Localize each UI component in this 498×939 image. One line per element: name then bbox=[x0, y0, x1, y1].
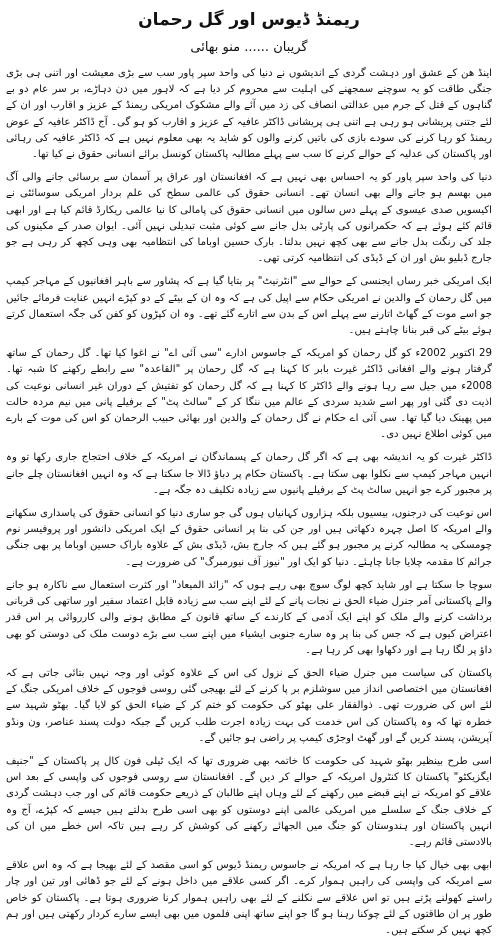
article-paragraph: پاکستان کی سیاست میں جنرل ضیاء الحق کے نزول کی اس کے علاوہ کوئی اور وجہ نہیں بتائی جاتی ہے کہ افغانستان میں اختصاصی انداز میں سوشلزم بر پا کرنے کے لئے بھیجی گئی روسی فوجوں کے خلاف امریکی جنگ کے لئے اس کی ضرورت تھی۔ ذوالفقار علی بھٹو کی حکومت کو ختم کر کے ضیاء الحق کو لایا گیا۔ بھٹو شہید سے خطرہ تھا کہ وہ پاکستان کی اس خدمت کی بہت زیادہ اجرت طلب کریں گے جبکہ دولت پسند عناصر، ون ونڈو آپریشن، پسند کریں گے اور گھٹ اوجڑی کیمپ پر راضی ہو جائیں گے۔ bbox=[6, 667, 492, 744]
article-paragraph: دنیا کی واحد سپر پاور کو یہ احساس بھی نہیں ہے کہ افغانستان اور عراق پر آسمان سے برسائی جانے والی آگ میں بھسم ہو جانے والے بھی انسان تھے۔ انسانی حقوق کی عالمی سطح کی علم بردار امریکی سوسائٹی نے اکیسویں صدی عیسوی کے پہلے دس سالوں میں انسانی حقوق کی پامالی کا نیا عالمی ریکارڈ قائم کیا ہے اور ابھی قائم کئے ہوئے ہے کہ حکمرانوں کی پارٹی بدل جانے سے کوئی مثبت تبدیلی نہیں آئی۔ ایوان صدر کے مکینوں کی جلد کی رنگت بدل جانے سے بھی کچھ نہیں بدلتا۔ بارک حسین اوباما کی انتظامیہ بھی وہی کچھ کر رہی ہے جو جارج ڈبلیو بش اور ان کے ڈیڈی کی انتظامیہ کرتی تھی۔ bbox=[6, 172, 492, 265]
article-paragraph: اینڈ ھن کے عشق اور دہشت گردی کے اندیشوں نے دنیا کی واحد سپر پاور سب سے بڑی معیشت اور اتنی ہی بڑی جنگی طاقت کو یہ سوچنے سمجھنے کی اہلیت سے محروم کر دیا ہے کہ لاہور میں دن دہاڑے، بر سر عام دو بے گناہوں کے قتل کے جرم میں عدالتی انصاف کی زد میں آئے والے مشکوک امریکی ریمنڈ کے عزیز و اقارب اور ان کے لئے جتنی پریشانی ہو رہی ہے اتنی ہی پریشانی ڈاکٹر عافیہ کے عزیز و اقارب کو ہو گی۔ آج ڈاکٹر عافیہ کے عوض ریمنڈ کو رہا کرنے کی سودے بازی کی باتیں کرنے والوں کو شاید یہ بھی معلوم نہیں ہے کہ ڈاکٹر عافیہ کی رہائی اور پاکستان کی عدلیہ کے حوالے کرنے کا سب سے پہلے مطالبہ پاکستان کونسل برائے انسانی حقوق نے کیا تھا۔ bbox=[6, 68, 492, 161]
article-byline: گریبان ...... منو بھائی bbox=[190, 40, 308, 55]
article-paragraph: 29 اکتوبر 2002ء کو گل رحمان کو امریکہ کے جاسوس ادارے "سی آئی اے" نے اغوا کیا تھا۔ گل رحمان کے ساتھ گرفتار ہونے والے افغانی ڈاکٹر غیرت بابر کا کہنا ہے کہ گل رحمان پر "القاعدہ" سے رابطے رکھنے کا شبہ تھا۔ 2008ء میں جیل سے رہا ہونے والے ڈاکٹر کا کہنا ہے کہ گل رحمان کو تفتیش کے دوران غیر انسانی نوعیت کی اذیت دی گئی اور پھر اسے شدید سردی کے عالم میں ننگا کر کے "سالٹ پٹ" کے برفیلے پانی میں نیم مردہ حالت میں پھینک دیا گیا تھا۔ سی آئی اے حکام نے گل رحمان کے والدین اور بھائی حبیب الرحمان کو اس کی موت کے بارے میں کوئی اطلاع نہیں دی۔ bbox=[6, 348, 493, 441]
article-title: ریمنڈ ڈیوس اور گل رحمان bbox=[138, 10, 360, 30]
article-paragraph: اس نوعیت کی درجنوں، بیسیوں بلکہ ہزاروں کہانیاں ہوں گی جو ساری دنیا کو انسانی حقوق کی پاسداری سکھانے والے امریکہ کا اصل چہرہ دکھاتی ہیں اور جن کی بنا پر انسانی حقوق کے ایک امریکی دانشور اور پروفیسر نوم چومسکی یہ مطالبہ کرنے پر مجبور ہو گئے ہیں کہ جارج بش، ڈیڈی بش کے علاوہ باراک حسین اوباما پر بھی جنگی جرائم کا مقدمہ چلایا جانا چاہئے۔ دنیا کو ایک اور "نیوز آف نیورمبرگ" کی ضرورت ہے۔ bbox=[6, 508, 492, 568]
article-paragraph: اسی طرح بینظیر بھٹو شہید کی حکومت کا خاتمہ بھی ضروری تھا کہ ایک ٹیلی فون کال پر پاکستان کے "جنیف ایگزیکٹو" پاکستان کا کنٹرول امریکہ کے حوالے کر دیں گے۔ افغانستان سے روسی فوجوں کی واپسی کے بعد اس علاقے کو امریکہ نے اپنے قبضے میں رکھنے کے لئے وہاں اپنے طالبان کے ذریعے حکومت قائم کی اور جب دہشت گردی کے خلاف جنگ کے سلسلے میں امریکی عالمی اپنے دوستوں کو بھی اسی طرح بدلتے ہیں جیسے کہ کپڑے، آج وہ انہیں پاکستان اور ہندوستان کو جنگ میں الجھائے رکھنے کی کوشش کر رہے ہیں تاکہ اس خطے میں ان کی بالادستی قائم رہے۔ bbox=[6, 755, 492, 848]
article-body bbox=[6, 66, 492, 939]
article-paragraph: ڈاکٹر غیرت کو یہ اندیشہ بھی ہے کہ اگر گل رحمان کے پسماندگان نے امریکہ کے خلاف احتجاج جاری رکھا تو وہ انہیں مہاجر کیمپ سے نکلوا بھی سکتا ہے۔ پاکستان حکام پر دباؤ ڈالا جا سکتا ہے کہ وہ انہیں افغانستان چلے جانے پر مجبور کرے جو انہیں سالٹ پٹ کے برفیلے پانیوں سے زیادہ تکلیف دہ جگہ ہے۔ bbox=[6, 452, 492, 496]
article-paragraph: ایک امریکی خبر رساں ایجنسی کے حوالے سے "انٹرنیٹ" پر بتایا گیا ہے کہ پشاور سے باہر افغانیوں کے مہاجر کیمپ میں گل رحمان کے والدین نے امریکی حکام سے اپیل کی ہے کہ وہ ان کے بیٹے کے دو کپڑے انہیں عنایت فرمائے جائیں جو اسے موت کے گھاٹ اتارنے سے پہلے اس کے بدن سے اتارے گئے تھے۔ وہ ان کپڑوں کو کفن کی جگہ استعمال کرتے ہوئے بیٹے کی قبر بنانا چاہتے ہیں۔ bbox=[6, 276, 492, 337]
article-paragraph: سوچا جا سکتا ہے اور شاید کچھ لوگ سوچ بھی رہے ہوں کہ "زائد المیعاد" اور کثرت استعمال سے ناکارہ ہو جانے والے پاکستانی آمر جنرل ضیاء الحق نے نجات پانے کے لئے اپنے سب سے زیادہ قابل اعتماد سفیر اور ساتھی کی قربانی برداشت کرنے والے ملک کو اپنے ایک آدمی کے کارندے کے ساتھ قانون کے مطابق ہونے والی کارروائی پر اس قدر اعتراض کیوں ہے کہ جس کی بنا پر وہ سارے جنوبی ایشیاء میں اپنے سب سے بڑے دوست ملک کی دوستی کو بھی داؤ پر لگا رہا ہے اور دکھاوا بھی کر رہا ہے۔ bbox=[6, 579, 492, 656]
article-paragraph: ابھی بھی خیال کیا جا رہا ہے کہ امریکہ نے جاسوس ریمنڈ ڈیوس کو اسی مقصد کے لئے بھیجا ہے کہ وہ اس علاقے سے امریکہ کی واپسی کی راہیں ہموار کرے۔ اگر کسی علاقے میں داخل ہونے کے لئے جو ڈھائی اور تین اور چار راستے کھولنے پڑتے ہیں تو اس علاقے سے نکلنے کے لئے بھی راہیں ہموار کرنا ضروری ہوتا ہے۔ پاکستان کو خاص طور پر ان طاقتوں کے لئے چوکنا رہنا ہو گا جو اپنے ساتھ اپنی فلموں میں بھی ایسے سارے کردار رکھتی ہیں اور ہم کچھ نہیں کر سکتے ہیں۔ bbox=[6, 860, 492, 936]
